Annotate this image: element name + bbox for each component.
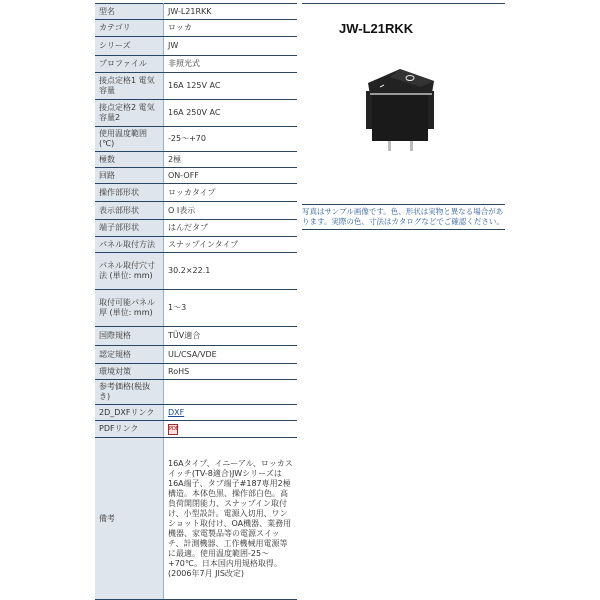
row-label: パネル取付方法: [95, 237, 164, 253]
row-label: 環境対策: [95, 364, 164, 380]
table-row: [95, 56, 297, 73]
row-label: シリーズ: [95, 37, 164, 56]
product-panel: [302, 3, 505, 238]
row-value: 30.2×22.1: [164, 253, 298, 290]
row-value: ON-OFF: [164, 168, 298, 184]
row-value: TÜV適合: [164, 327, 298, 346]
row-label: 使用温度範囲(℃): [95, 127, 164, 152]
table-row: [95, 20, 297, 37]
row-value: [164, 421, 298, 438]
table-row: [95, 380, 297, 405]
row-value: 1～3: [164, 290, 298, 327]
table-row: [95, 37, 297, 56]
row-label: 国際規格: [95, 327, 164, 346]
pdf-icon[interactable]: PDF: [168, 424, 178, 435]
row-label: 操作部形状: [95, 184, 164, 202]
row-label: 参考価格(税抜き): [95, 380, 164, 405]
row-value: スナップインタイプ: [164, 237, 298, 253]
table-row: [95, 100, 297, 127]
row-value: 16A 250V AC: [164, 100, 298, 127]
row-value: UL/CSA/VDE: [164, 346, 298, 364]
row-value: O I表示: [164, 202, 298, 220]
table-row: [95, 184, 297, 202]
row-value: -25～+70: [164, 127, 298, 152]
table-row: [95, 327, 297, 346]
table-row: [95, 4, 297, 20]
row-value: [164, 380, 298, 405]
table-row: [95, 405, 297, 421]
row-value: RoHS: [164, 364, 298, 380]
row-value: JW-L21RKK: [164, 4, 298, 20]
row-value: 16A 125V AC: [164, 73, 298, 100]
table-row: [95, 152, 297, 168]
row-label: プロファイル: [95, 56, 164, 73]
row-label: 極数: [95, 152, 164, 168]
photo-caption: 写真はサンプル画像です。色、形状は実物と異なる場合があります。実際の色、寸法はカタログなどでご確認ください。: [302, 204, 505, 230]
row-value: 2極: [164, 152, 298, 168]
row-label: 接点定格1 電気容量: [95, 73, 164, 100]
table-row: [95, 127, 297, 152]
table-row: [95, 202, 297, 220]
row-label: 取付可能パネル厚 (単位: mm): [95, 290, 164, 327]
row-label: PDFリンク: [95, 421, 164, 438]
row-value: はんだタブ: [164, 220, 298, 237]
row-label: 回路: [95, 168, 164, 184]
row-label: 端子部形状: [95, 220, 164, 237]
dxf-link[interactable]: DXF: [168, 407, 185, 417]
row-value: [164, 405, 298, 421]
row-label: パネル取付穴寸法 (単位: mm): [95, 253, 164, 290]
table-row: [95, 220, 297, 237]
table-row: [95, 438, 297, 600]
row-value: ロッカ: [164, 20, 298, 37]
row-value: 非照光式: [164, 56, 298, 73]
row-label: 型名: [95, 4, 164, 20]
spec-table: [95, 3, 297, 600]
table-row: [95, 346, 297, 364]
row-value: 16Aタイプ、イニーアル、ロッカスイッチ(TV-8適合)JWシリーズは16A端子、タブ端子#187専用2極構造。本体色黒、操作部白色。高負荷開閉能力、スナップイン取付け、小型設計。電源入切用、ワンショット取付け、OA機器、業務用機器、家電製品等の電源スイッチ、計測機器、工作機械用電源等に最適。使用温度範囲-25～+70℃。日本国内用規格取得。(2006年7月 JIS改定): [164, 438, 298, 600]
row-label: 表示部形状: [95, 202, 164, 220]
table-row: [95, 237, 297, 253]
table-row: [95, 168, 297, 184]
table-row: [95, 290, 297, 327]
table-row: [95, 364, 297, 380]
row-value: ロッカタイプ: [164, 184, 298, 202]
row-label: カテゴリ: [95, 20, 164, 37]
row-label: 2D_DXFリンク: [95, 405, 164, 421]
table-row: [95, 253, 297, 290]
row-label: 備考: [95, 438, 164, 600]
table-row: [95, 421, 297, 438]
row-value: JW: [164, 37, 298, 56]
row-label: 認定規格: [95, 346, 164, 364]
table-row: [95, 73, 297, 100]
product-photo: [360, 61, 440, 156]
product-title: JW-L21RKK: [339, 21, 414, 36]
row-label: 接点定格2 電気容量2: [95, 100, 164, 127]
